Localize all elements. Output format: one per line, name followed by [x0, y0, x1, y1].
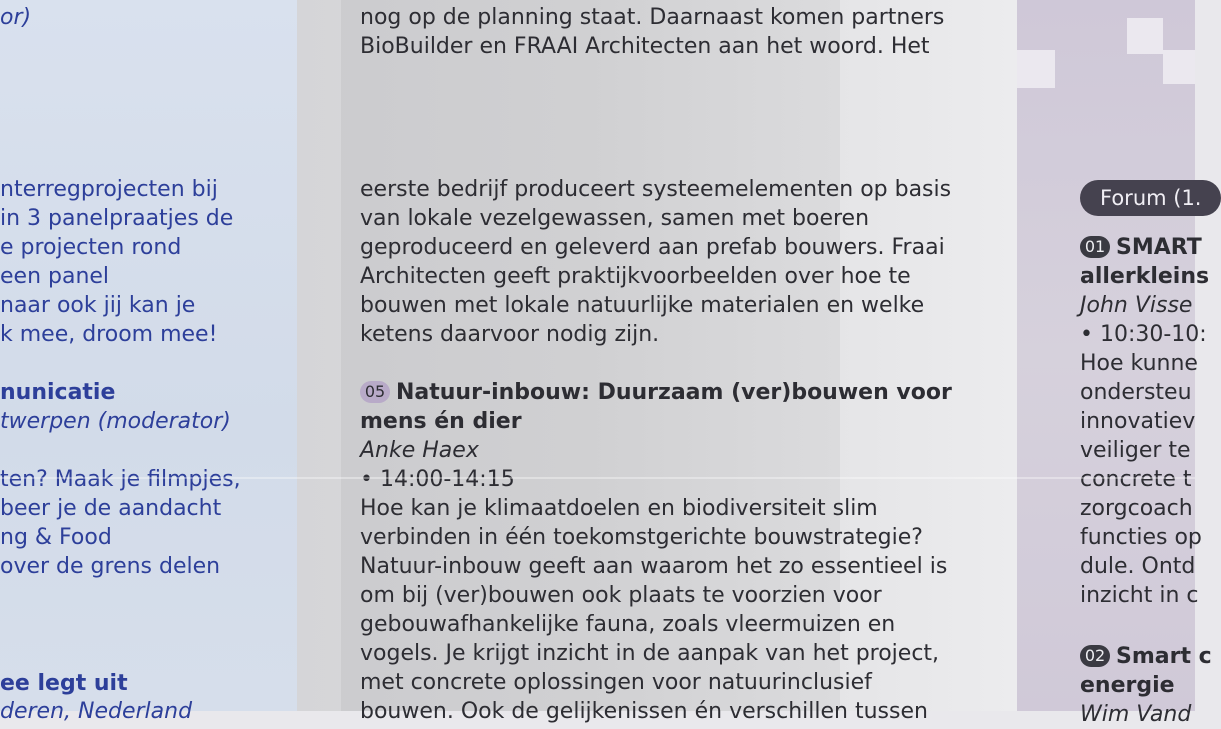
left-line: twerpen (moderator) — [0, 409, 231, 434]
body-line: van lokale vezelgewassen, samen met boeren — [360, 206, 870, 231]
session-title — [360, 378, 952, 407]
body-line: bouwen met lokale natuurlijke materialen en welke — [360, 293, 925, 318]
pixel-decoration — [1163, 50, 1195, 84]
left-line: ten? Maak je filmpjes, — [0, 467, 241, 492]
body-line: gebouwafhankelijke fauna, zoals vleermuizen en — [360, 612, 896, 637]
pixel-decoration — [1127, 18, 1163, 54]
left-line: or) — [0, 5, 32, 30]
left-line: naar ook jij kan je — [0, 293, 196, 318]
body-line: met concrete oplossingen voor natuurinclusief — [360, 670, 872, 695]
item-title-line: allerkleins — [1080, 264, 1210, 289]
session-title-line: mens én dier — [360, 409, 522, 434]
body-line: dule. Ontd — [1080, 554, 1196, 579]
body-line: Hoe kunne — [1080, 351, 1198, 376]
body-line: BioBuilder en FRAAI Architecten aan het woord. Het — [360, 34, 930, 59]
body-line: geproduceerd en geleverd aan prefab bouwers. Fraai — [360, 235, 945, 260]
right-column — [1017, 0, 1212, 727]
body-line: veiliger te — [1080, 438, 1191, 463]
body-line: nog op de planning staat. Daarnaast komen partners — [360, 5, 945, 30]
left-heading: nunicatie — [0, 380, 116, 405]
item-speaker: John Visse — [1080, 293, 1193, 318]
item-time: • 10:30-10: — [1080, 322, 1207, 347]
left-line: ng & Food — [0, 525, 112, 550]
left-line: beer je de aandacht — [0, 496, 222, 521]
left-line: deren, Nederland — [0, 699, 193, 724]
body-line: om bij (ver)bouwen ook plaats te voorzien voor — [360, 583, 882, 608]
body-line: Architecten geeft praktijkvoorbeelden over hoe te — [360, 264, 911, 289]
item-title-line: SMART — [1116, 235, 1202, 260]
left-line: nterregprojecten bij — [0, 177, 218, 202]
item-number-badge: 02 — [1080, 645, 1110, 667]
item-number-badge: 01 — [1080, 236, 1110, 258]
session-number-badge: 05 — [360, 381, 390, 403]
body-line: Natuur-inbouw geeft aan waarom het zo essentieel is — [360, 554, 948, 579]
left-line: een panel — [0, 264, 110, 289]
item-title — [1080, 642, 1212, 671]
left-column — [0, 0, 297, 724]
left-line: over de grens delen — [0, 554, 221, 579]
item-title — [1080, 233, 1202, 262]
item-title-line: Smart c — [1116, 644, 1212, 669]
paper-fold — [0, 477, 1195, 479]
body-line: eerste bedrijf produceert systeemelementen op basis — [360, 177, 952, 202]
pixel-decoration — [1017, 50, 1055, 88]
item-speaker: Wim Vand — [1080, 702, 1192, 727]
body-line: inzicht in c — [1080, 583, 1199, 608]
body-line: Hoe kan je klimaatdoelen en biodiversiteit slim — [360, 496, 878, 521]
body-line: vogels. Je krijgt inzicht in de aanpak van het project, — [360, 641, 940, 666]
forum-label-pill: Forum (1. — [1080, 180, 1221, 216]
left-heading: ee legt uit — [0, 671, 128, 696]
body-line: zorgcoach — [1080, 496, 1193, 521]
item-title-line: energie — [1080, 673, 1175, 698]
body-line: bouwen. Ook de gelijkenissen én verschillen tussen — [360, 699, 928, 724]
session-time: • 14:00-14:15 — [360, 467, 515, 492]
left-line: in 3 panelpraatjes de — [0, 206, 234, 231]
left-line: k mee, droom mee! — [0, 322, 218, 347]
body-line: ondersteu — [1080, 380, 1192, 405]
body-line: verbinden in één toekomstgerichte bouwstrategie? — [360, 525, 923, 550]
middle-column — [297, 0, 1017, 724]
body-line: concrete t — [1080, 467, 1192, 492]
body-line: innovatiev — [1080, 409, 1196, 434]
left-line: e projecten rond — [0, 235, 182, 260]
session-title-line: Natuur-inbouw: Duurzaam (ver)bouwen voor — [396, 380, 952, 405]
session-speaker: Anke Haex — [360, 438, 479, 463]
body-line: functies op — [1080, 525, 1202, 550]
body-line: ketens daarvoor nodig zijn. — [360, 322, 660, 347]
